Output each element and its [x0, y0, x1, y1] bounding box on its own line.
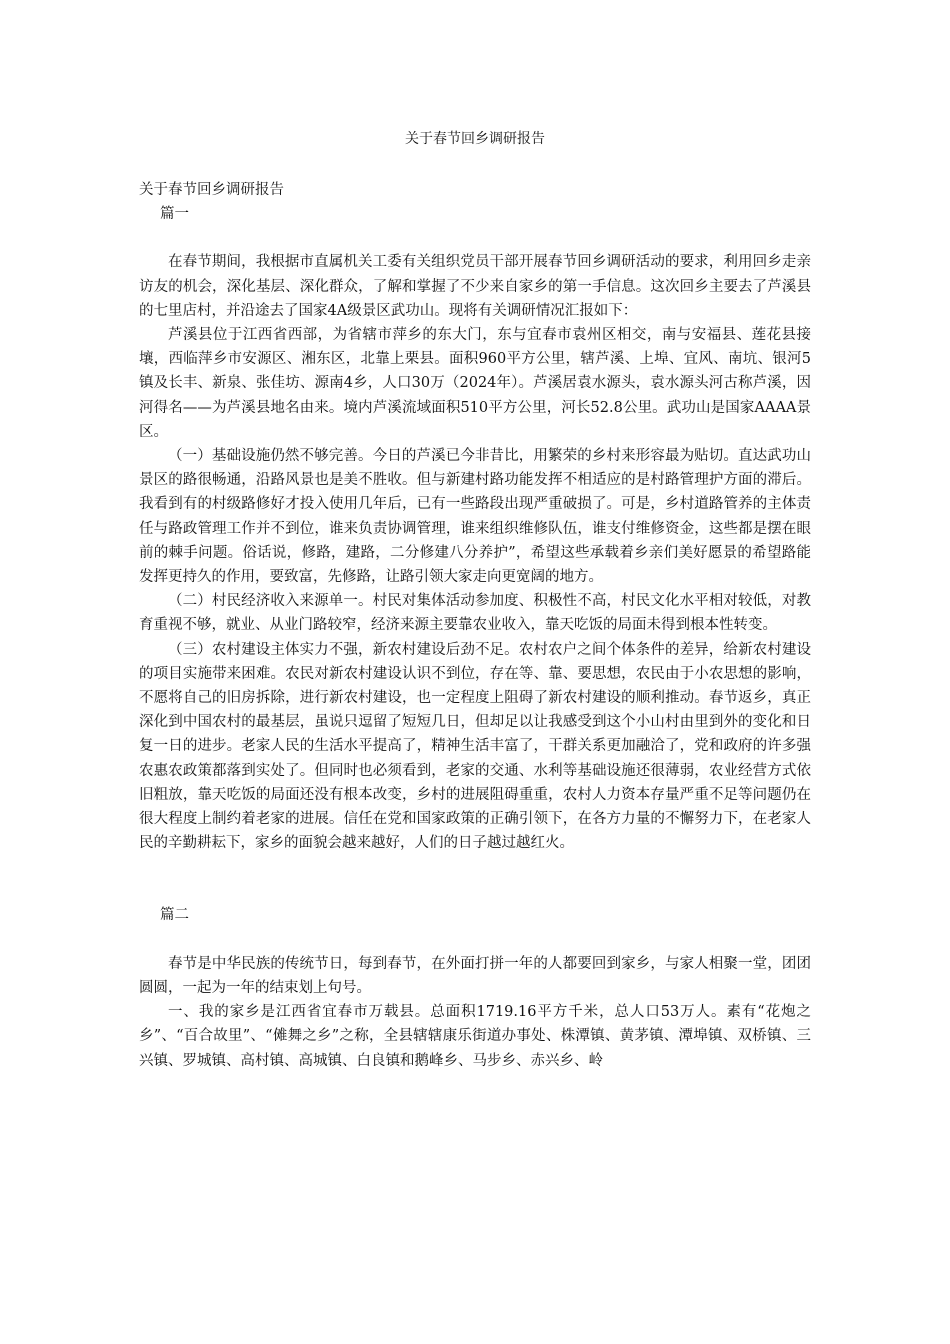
- part-one-paragraph-infrastructure: （一）基础设施仍然不够完善。今日的芦溪已今非昔比，用繁荣的乡村来形容最为贴切。直达武功山景区的路很畅通，沿路风景也是美不胜收。但与新建村路功能发挥不相适应的是村路管理护方面的滞后。我看到有的村级路修好才投入使用几年后，已有一些路段出现严重破损了。可是，乡村道路管养的主体责任与路政管理工作并不到位，谁来负责协调管理，谁来组织维修队伍，谁支付维修资金，这些都是摆在眼前的棘手问题。俗话说，修路，建路，二分修建八分养护”，希望这些承载着乡亲们美好愿景的希望路能发挥更持久的作用，要致富，先修路，让路引领大家走向更宽阔的地方。: [139, 448, 811, 586]
- document-body: [139, 178, 811, 1073]
- part-two-paragraph-festival: 春节是中华民族的传统节日，每到春节，在外面打拼一年的人都要回到家乡，与家人相聚一堂，团团圆圆，一起为一年的结束划上句号。: [139, 955, 811, 996]
- part-two-label: 篇二: [160, 907, 189, 924]
- part-one-paragraph-county: 芦溪县位于江西省西部，为省辖市萍乡的东大门，东与宜春市袁州区相交，南与安福县、莲花县接壤，西临萍乡市安源区、湘东区，北靠上栗县。面积960平方公里，辖芦溪、上埠、宜风、南坑、银河5镇及长丰、新泉、张佳坊、源南4乡，人口30万（2024年）。芦溪居袁水源头，袁水源头河古称芦溪，因河得名——为芦溪县地名由来。境内芦溪流域面积510平方公里，河长52.8公里。武功山是国家AAAA景区。: [139, 327, 811, 440]
- part-one-paragraph-income: （二）村民经济收入来源单一。村民对集体活动参加度、积极性不高，村民文化水平相对较低，对教育重视不够，就业、从业门路较窄，经济来源主要靠农业收入，靠天吃饭的局面未得到根本性转变。: [139, 593, 811, 634]
- part-one-label: 篇一: [160, 206, 189, 223]
- part-one-paragraph-intro: 在春节期间，我根据市直属机关工委有关组织党员干部开展春节回乡调研活动的要求，利用回乡走亲访友的机会，深化基层、深化群众，了解和掌握了不少来自家乡的第一手信息。这次回乡主要去了芦溪县的七里店村，并沿途去了国家4A级景区武功山。现将有关调研情况汇报如下：: [139, 254, 811, 319]
- part-two-paragraph-hometown: 一、我的家乡是江西省宜春市万载县。总面积1719.16平方千米，总人口53万人。素有“花炮之乡”、“百合故里”、“傩舞之乡”之称，全县辖辖康乐街道办事处、株潭镇、黄茅镇、潭埠镇、双桥镇、三兴镇、罗城镇、高村镇、高城镇、白良镇和鹅峰乡、马步乡、赤兴乡、岭: [139, 1004, 811, 1069]
- part-one-paragraph-construction: （三）农村建设主体实力不强，新农村建设后劲不足。农村农户之间个体条件的差异，给新农村建设的项目实施带来困难。农民对新农村建设认识不到位，存在等、靠、要思想，农民由于小农思想的影响，不愿将自己的旧房拆除，进行新农村建设，也一定程度上阻碍了新农村建设的顺利推动。春节返乡，真正深化到中国农村的最基层，虽说只逗留了短短几日，但却足以让我感受到这个小山村由里到外的变化和日复一日的进步。老家人民的生活水平提高了，精神生活丰富了，干群关系更加融洽了，党和政府的许多强农惠农政策都落到实处了。但同时也必须看到，老家的交通、水利等基础设施还很薄弱，农业经营方式依旧粗放，靠天吃饭的局面还没有根本改变，乡村的进展阻碍重重，农村人力资本存量严重不足等问题仍在很大程度上制约着老家的进展。信任在党和国家政策的正确引领下，在各方力量的不懈努力下，在老家人民的辛勤耕耘下，家乡的面貌会越来越好，人们的日子越过越红火。: [139, 641, 811, 852]
- paragraph-gap: [139, 928, 811, 952]
- document-subtitle: 关于春节回乡调研报告: [139, 182, 284, 198]
- document-title: 关于春节回乡调研报告: [405, 131, 545, 147]
- section-gap: [139, 855, 811, 903]
- paragraph-gap: [139, 226, 811, 250]
